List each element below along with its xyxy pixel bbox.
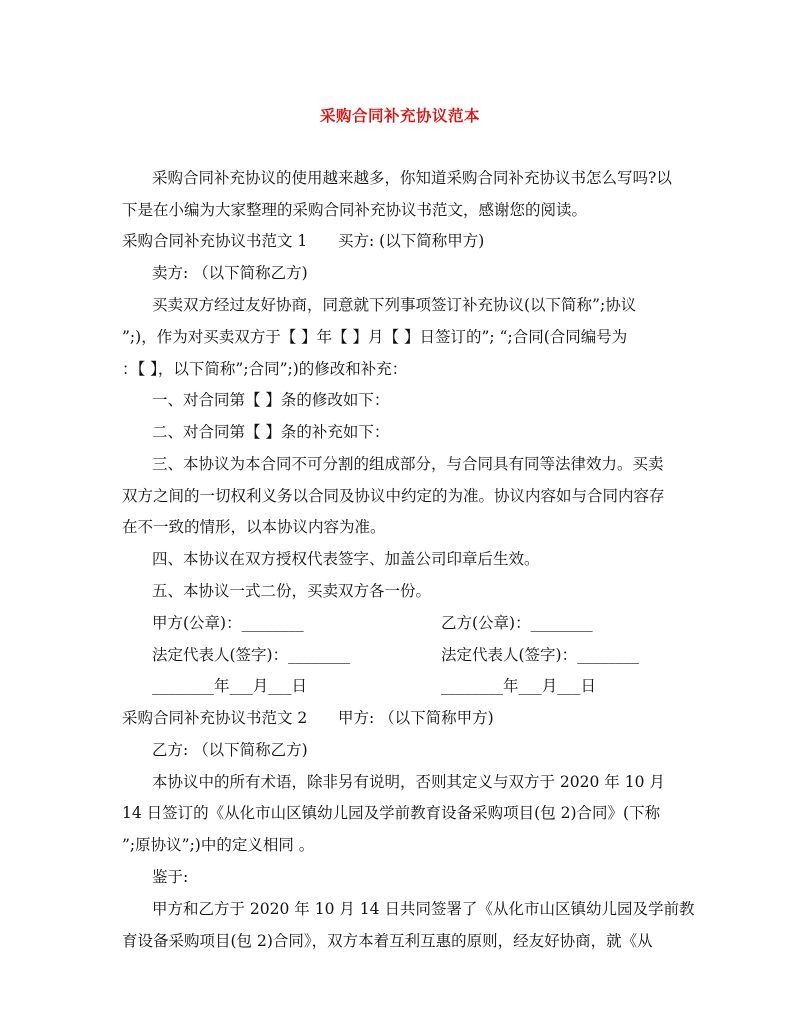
sample1-para1-line3: ：【 】，以下简称”;合同”;)的修改和补充： [122,360,408,378]
sample1-item-1: 一、对合同第【 】条的修改如下： [152,391,390,409]
page-title: 采购合同补充协议范本 [319,106,480,125]
sample2-party-b: 乙方: （以下简称乙方) [152,741,308,759]
sample1-item-5: 五、本协议一式二份，买卖双方各一份。 [152,582,432,600]
intro-line-2: 下是在小编为大家整理的采购合同补充协议书范文，感谢您的阅读。 [122,201,588,219]
sample1-item-4: 四、本协议在双方授权代表签字、加盖公司印章后生效。 [152,550,540,568]
sample2-para2-line2: 育设备采购项目(包 2)合同》，双方本着互利互惠的原则，经友好协商，就《从 [122,932,653,950]
sample2-whereas: 鉴于: [152,868,189,886]
sample2-para1-line1: 本协议中的所有术语，除非另有说明，否则其定义与双方于 2020 年 10 月 [152,773,665,791]
representative-party-a: 法定代表人(签字)：________ [152,646,351,664]
date-party-a: ________年___月___日 [152,677,308,695]
date-party-b: ________年___月___日 [441,677,597,695]
sample1-item-3-line3: 在不一致的情形，以本协议内容为准。 [122,518,386,536]
sample1-para1-line2: ”;)，作为对买卖双方于【 】年【 】月【 】日签订的”; “;合同(合同编号为 [122,328,628,346]
sample2-heading: 采购合同补充协议书范文 2 [122,709,308,727]
signature-party-a: 甲方(公章)：________ [152,614,304,632]
sample2-para2-line1: 甲方和乙方于 2020 年 10 月 14 日共同签署了《从化市山区镇幼儿园及学前教 [152,900,695,918]
sample1-buyer: 买方: (以下简称甲方) [338,232,485,250]
representative-party-b: 法定代表人(签字)：________ [441,646,640,664]
sample1-item-3-line2: 双方之间的一切权利义务以合同及协议中约定的为准。协议内容如与合同内容存 [122,487,665,505]
sample1-item-3-line1: 三、本协议为本合同不可分割的组成部分，与合同具有同等法律效力。买卖 [152,455,664,473]
sample2-para1-line3: ”;原协议”;)中的定义相同 。 [122,836,315,854]
sample1-heading: 采购合同补充协议书范文 1 [122,232,308,250]
sample1-seller: 卖方: （以下简称乙方) [152,264,308,282]
sample1-item-2: 二、对合同第【 】条的补充如下： [152,423,390,441]
intro-line-1: 采购合同补充协议的使用越来越多，你知道采购合同补充协议书怎么写吗?以 [152,169,672,187]
sample1-para1-line1: 买卖双方经过友好协商，同意就下列事项签订补充协议(以下简称”;协议 [152,296,637,314]
signature-party-b: 乙方(公章)：________ [441,614,593,632]
sample2-party-a: 甲方: （以下简称甲方) [338,709,494,727]
sample2-para1-line2: 14 日签订的《从化市山区镇幼儿园及学前教育设备采购项目(包 2)合同》(下称 [122,804,661,822]
